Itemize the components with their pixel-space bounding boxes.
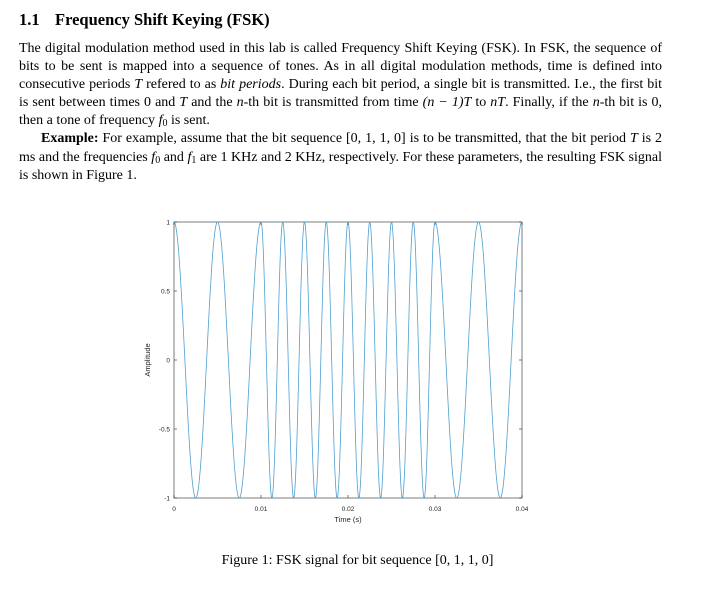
section-heading	[19, 10, 270, 30]
y-tick-label: 1	[166, 219, 170, 227]
section-title: Frequency Shift Keying (FSK)	[55, 10, 270, 29]
x-tick-label: 0.02	[341, 506, 355, 513]
y-tick-label: 0.5	[160, 288, 170, 296]
figure-caption: Figure 1: FSK signal for bit sequence [0, 1, 1, 0]	[221, 553, 494, 568]
y-tick-label: -1	[164, 495, 170, 503]
signal-line	[174, 222, 522, 498]
y-axis-label: Amplitude	[143, 343, 152, 377]
x-tick-label: 0.04	[515, 506, 529, 513]
paragraph-example: Example: For example, assume that the bit sequence [0, 1, 1, 0] is to be transmitted, that the bit period T is 2 ms and the frequencies $f_0$ and $f_1$ are 1 KHz and 2 KHz, respectively. For these parameters, the resulting FSK signal is shown in Figure 1.	[19, 131, 663, 183]
x-tick-label: 0.01	[254, 506, 268, 513]
x-axis-label: Time (s)	[334, 515, 362, 524]
figure-1	[130, 208, 550, 538]
x-tick-label: 0	[172, 506, 176, 513]
body-text	[19, 40, 662, 185]
plot-area-frame	[174, 222, 522, 498]
fsk-chart	[130, 208, 550, 538]
paragraph-intro: The digital modulation method used in this lab is called Frequency Shift Keying (FSK). In FSK, the sequence of bits to be sent is mapped into a sequence of tones. As in all digital modulation methods, time is defined into consecutive periods T refered to as bit periods. During each bit period, a single bit is transmitted. I.e., the first bit is sent between times 0 and T and the n-th bit is transmitted from time (n − 1)T to nT. Finally, if the n-th bit is 0, then a tone of frequency $f_0$ is sent.	[19, 41, 663, 130]
y-tick-label: -0.5	[158, 426, 170, 434]
x-tick-label: 0.03	[428, 506, 442, 513]
y-tick-label: 0	[166, 357, 170, 365]
section-number: 1.1	[19, 10, 40, 29]
